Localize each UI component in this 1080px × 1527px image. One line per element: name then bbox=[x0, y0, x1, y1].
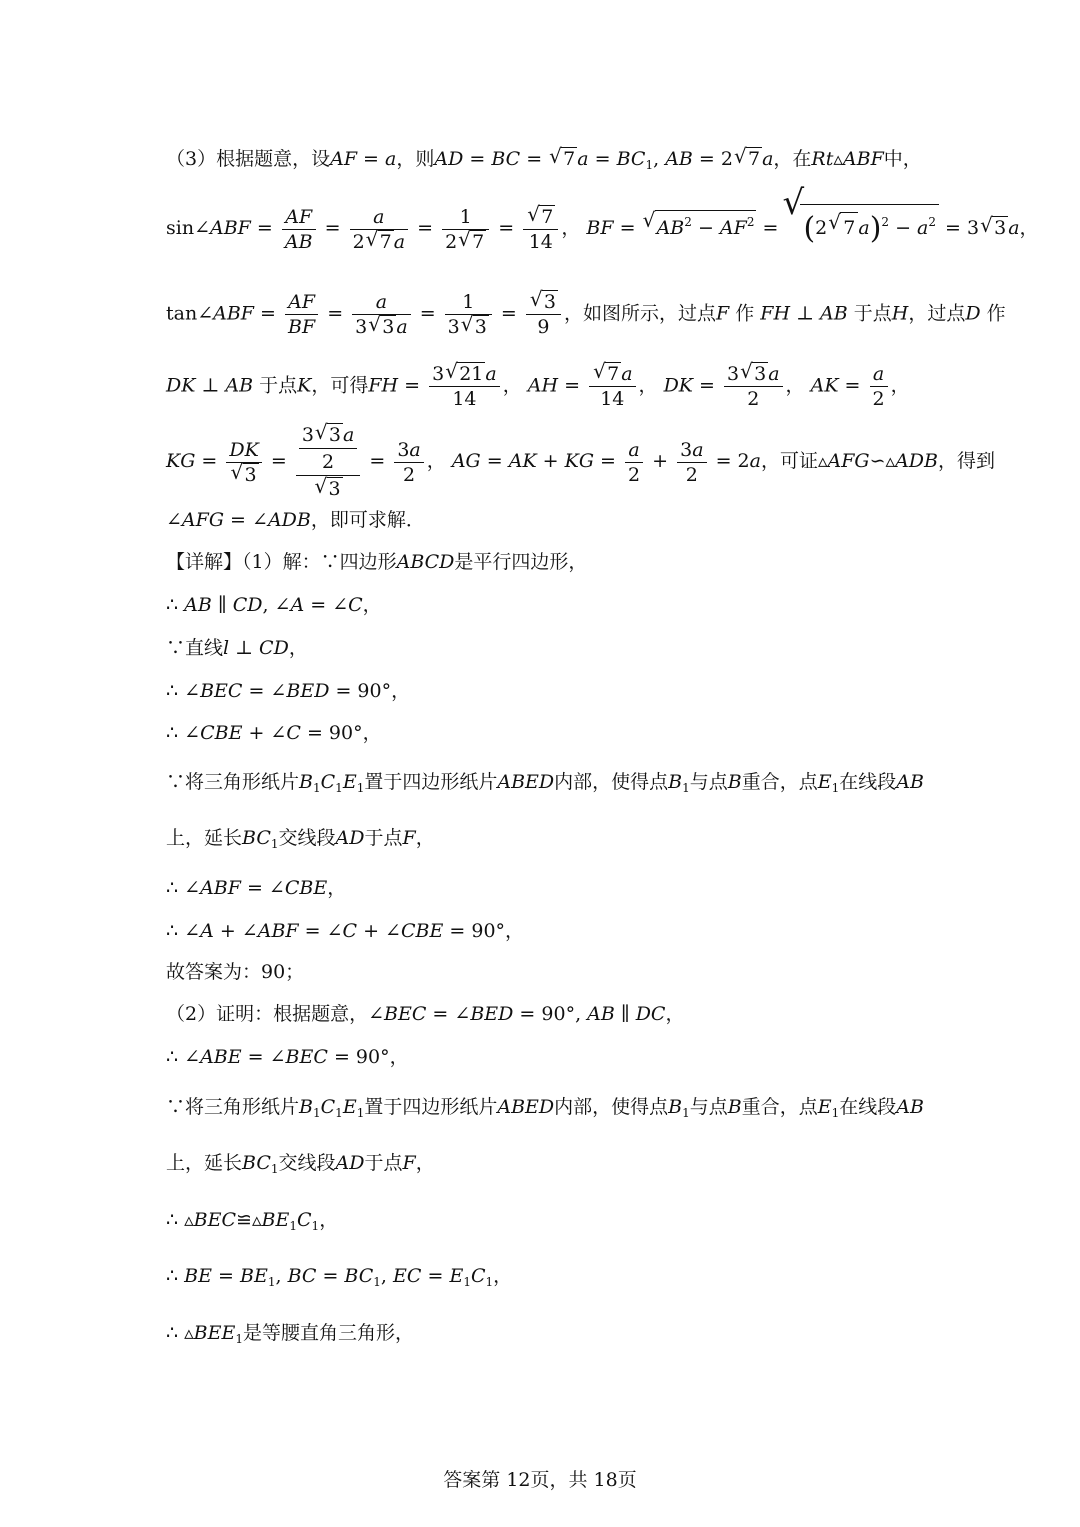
therefore-symbol: ∴ bbox=[166, 1322, 179, 1344]
text: ， bbox=[426, 450, 446, 472]
text: 是等腰直角三角形， bbox=[243, 1322, 415, 1344]
step-line: 上，延长$BC_1$交线段AD于点F， bbox=[166, 827, 435, 851]
func-label: sin bbox=[166, 217, 195, 239]
text: 内部，使得点 bbox=[554, 771, 669, 793]
text: ， bbox=[638, 374, 658, 397]
therefore-symbol: ∴ bbox=[166, 722, 179, 744]
text: 于点 bbox=[364, 1152, 403, 1174]
text: 上，延长 bbox=[166, 827, 243, 849]
text: 于点 bbox=[364, 827, 403, 849]
dk-equation: DK ⊥ AB 于点K，可得FH = $\frac{3√ 21 a}{14}$ ， AH = √ $\frac{7 a}{14}$ ， DK = $\frac{3√ 3 a}{2}$ ， AK = $\frac{a}{2}$ ， bbox=[166, 362, 910, 411]
text: 上，延长 bbox=[166, 1152, 243, 1174]
text: ， bbox=[502, 374, 522, 397]
text: ， bbox=[327, 877, 347, 899]
step-line: ∴ ∠ABF = ∠CBE， bbox=[166, 877, 347, 899]
angle-conclusion: ∠AFG = ∠ADB，即可求解． bbox=[166, 509, 425, 531]
step-line: 上，延长$BC_1$交线段AD于点F， bbox=[166, 1152, 435, 1176]
text: ，则 bbox=[396, 148, 435, 170]
text: 内部，使得点 bbox=[554, 1096, 669, 1118]
func-label: tan bbox=[166, 302, 198, 325]
therefore-symbol: ∴ bbox=[166, 680, 179, 702]
text: ，可证 bbox=[760, 450, 818, 472]
text: ， bbox=[415, 827, 435, 849]
text: 作 bbox=[735, 302, 755, 325]
text: 交线段 bbox=[278, 827, 336, 849]
text: ， bbox=[362, 722, 382, 744]
text: ， bbox=[391, 680, 411, 702]
therefore-symbol: ∴ bbox=[166, 594, 179, 616]
text: （1）解：∵四边形 bbox=[242, 551, 397, 573]
text: 故答案为：90； bbox=[166, 961, 305, 983]
text: ，过点 bbox=[908, 302, 966, 325]
part3-label: （3）根据题意，设 bbox=[166, 148, 331, 170]
step-line: ∵将三角形纸片$B_1C_1E_1$置于四边形纸片ABED内部，使得点$B_1$与点B重合，点$E_1$在线段AB bbox=[166, 771, 924, 795]
detail-heading: 【详解】（1）解：∵四边形ABCD是平行四边形， bbox=[166, 551, 588, 573]
text: ∵直线 bbox=[166, 637, 224, 659]
text: ，在 bbox=[773, 148, 812, 170]
text: ， bbox=[890, 374, 910, 397]
solution-part3-setup: （3）根据题意，设AF = a，则AD = BC = √ 7 $a = BC_1$, AB = 2√ 7 a，在Rt▵ABF中， bbox=[166, 146, 922, 178]
text: 重合，点 bbox=[741, 1096, 818, 1118]
step-line: ∴ BE = $BE_1$, BC = $BC_1$, EC = $E_1C_1$， bbox=[166, 1265, 513, 1289]
text: ， bbox=[561, 217, 581, 239]
step-line: ∴ ∠CBE + ∠C = 90°， bbox=[166, 722, 382, 744]
step-line: ∴ ∠ABE = ∠BEC = 90°， bbox=[166, 1046, 409, 1068]
step-line: ∴ AB ∥ CD, ∠A = ∠C， bbox=[166, 594, 382, 616]
therefore-symbol: ∴ bbox=[166, 1209, 179, 1231]
text: ， bbox=[415, 1152, 435, 1174]
tan-equation: tan∠ABF = $\frac{AF}{BF}$ = $\frac{a}{3√ 3 a}$ = $\frac{1}{3√ 3}$ = √ $\frac{3}{9}$ ，如图所示，过点F 作 FH ⊥ AB 于点H，过点D 作 bbox=[166, 290, 1006, 339]
text: ， bbox=[785, 374, 805, 397]
text: 中， bbox=[883, 148, 922, 170]
text: 交线段 bbox=[278, 1152, 336, 1174]
text: ， bbox=[493, 1265, 513, 1287]
text: 于点 bbox=[259, 374, 298, 397]
step-line: ∴ ∠BEC = ∠BED = 90°， bbox=[166, 680, 411, 702]
text: 是平行四边形， bbox=[454, 551, 588, 573]
text: ，得到 bbox=[938, 450, 996, 472]
page-footer: 答案第 12页，共 18页 bbox=[443, 1469, 637, 1491]
text: ∵将三角形纸片 bbox=[166, 771, 300, 793]
kg-equation: KG = DK √ 3 = $\frac{3√ 3 a}{2}$ √ 3 = $\frac{3a}{2}$ ， AG = AK + KG = $\frac{a}{2}$ + $\frac{3a}{2}$ = 2a，可证▵AFG∽▵ADB，得到 bbox=[166, 422, 995, 502]
text: ∵将三角形纸片 bbox=[166, 1096, 300, 1118]
text: 与点 bbox=[689, 1096, 728, 1118]
heading: 【详解】 bbox=[166, 551, 243, 573]
text: ， bbox=[505, 920, 525, 942]
text: （2）证明：根据题意， bbox=[166, 1003, 369, 1025]
text: 于点 bbox=[853, 302, 892, 325]
step-line: ∵直线l ⊥ CD， bbox=[166, 637, 308, 659]
text: ， bbox=[288, 637, 308, 659]
text: 置于四边形纸片 bbox=[364, 1096, 498, 1118]
text: 在线段 bbox=[839, 1096, 897, 1118]
text: 与点 bbox=[689, 771, 728, 793]
text: 作 bbox=[986, 302, 1006, 325]
text: 重合，点 bbox=[741, 771, 818, 793]
text: 置于四边形纸片 bbox=[364, 771, 498, 793]
text: ，可得 bbox=[311, 374, 369, 397]
text: ， bbox=[362, 594, 382, 616]
therefore-symbol: ∴ bbox=[166, 1046, 179, 1068]
text: 在线段 bbox=[839, 771, 897, 793]
text: ， bbox=[389, 1046, 409, 1068]
text: ， bbox=[319, 1209, 339, 1231]
answer-line bbox=[166, 959, 304, 985]
text: ，即可求解． bbox=[310, 509, 425, 531]
text: ， bbox=[665, 1003, 685, 1025]
text: ， bbox=[1019, 217, 1039, 239]
part2-heading: （2）证明：根据题意，∠BEC = ∠BED = 90°, AB ∥ DC， bbox=[166, 1003, 685, 1025]
step-line: ∴ $▵BEC≌▵BE_1C_1$， bbox=[166, 1209, 339, 1233]
step-line: ∴ $▵BEE_1$是等腰直角三角形， bbox=[166, 1322, 415, 1346]
sin-equation: sin∠ABF = $\frac{AF}{AB}$ = $\frac{a}{2√ 7 a}$ = $\frac{1}{2√ 7}$ = √ $\frac{7}{14}$ ， BF = √ $AB^2 - AF^2$ = √ (2√ 7 $a)^2 - a^2 = 3√$ 3 a， bbox=[166, 204, 1039, 254]
therefore-symbol: ∴ bbox=[166, 877, 179, 899]
therefore-symbol: ∴ bbox=[166, 920, 179, 942]
step-line: ∴ ∠A + ∠ABF = ∠C + ∠CBE = 90°， bbox=[166, 920, 525, 942]
step-line: ∵将三角形纸片$B_1C_1E_1$置于四边形纸片ABED内部，使得点$B_1$与点B重合，点$E_1$在线段AB bbox=[166, 1096, 924, 1120]
therefore-symbol: ∴ bbox=[166, 1265, 179, 1287]
text: ，如图所示，过点 bbox=[563, 302, 716, 325]
